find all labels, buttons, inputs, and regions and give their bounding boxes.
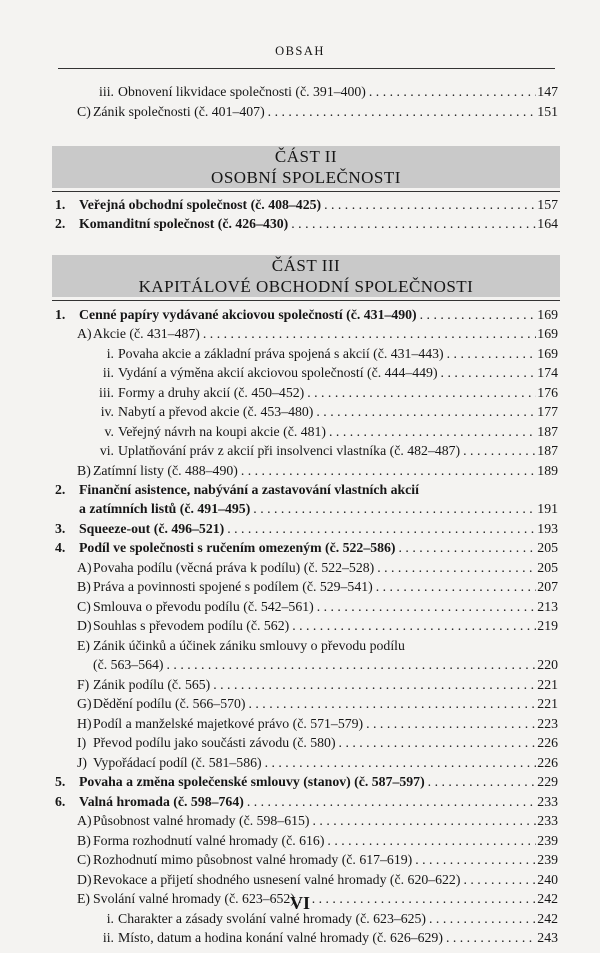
dot-leader [443, 928, 536, 948]
toc-entry-roman: iii. [99, 385, 114, 400]
toc-entry[interactable] [55, 344, 558, 364]
toc-entry-page: 187 [537, 424, 558, 439]
toc-entry-page: 189 [537, 463, 558, 478]
toc-entry-letter: D) [77, 872, 92, 887]
toc-entry-text: Squeeze-out (č. 496–521) [79, 521, 225, 536]
toc-entry-text: Formy a druhy akcií (č. 450–452) [118, 385, 305, 400]
toc-entry-number: 5. [55, 774, 66, 789]
toc-entry-text: Zánik společnosti (č. 401–407) [93, 104, 265, 119]
toc-entry-text: Svolání valné hromady (č. 623–652) [93, 891, 295, 906]
toc-entry-title [79, 519, 224, 539]
toc-entry-text: Komanditní společnost (č. 426–430) [79, 216, 289, 231]
toc-entry-title [92, 344, 444, 364]
dot-leader [438, 363, 536, 383]
toc-entry-text: a zatímních listů (č. 491–495) [79, 501, 251, 516]
part-number: ČÁST II [274, 147, 338, 166]
toc-entry-page: 205 [537, 540, 558, 555]
dot-leader [200, 324, 536, 344]
toc-entry-letter: B) [77, 463, 91, 478]
dot-leader [289, 616, 536, 636]
toc-entry-page: 193 [537, 521, 558, 536]
toc-entry-title [79, 195, 321, 215]
toc-entry-page: 220 [537, 657, 558, 672]
toc-entry-text: Podíl ve společnosti s ručením omezeným (č. 522–586) [79, 540, 396, 555]
toc-entry-title [77, 850, 412, 870]
toc-entry[interactable] [55, 850, 558, 870]
toc-entry-title [79, 499, 250, 519]
toc-entry-letter: A) [77, 560, 92, 575]
toc-entry-title [77, 733, 336, 753]
toc-entry-page: 229 [537, 774, 558, 789]
toc-entry-title [77, 102, 265, 122]
toc-entry-number: 1. [55, 197, 66, 212]
toc-entry[interactable] [55, 461, 558, 481]
dot-leader [336, 733, 536, 753]
toc-entry[interactable] [55, 870, 558, 890]
toc-entry-page: 207 [537, 579, 558, 594]
toc-entry-title [79, 214, 288, 234]
toc-entry-number: 6. [55, 794, 66, 809]
toc-entry-title [92, 383, 304, 403]
toc-entry-page: 239 [537, 833, 558, 848]
toc-entry-number: 2. [55, 216, 66, 231]
toc-entry-letter: C) [77, 104, 91, 119]
toc-entry-letter: C) [77, 852, 91, 867]
dot-leader [304, 383, 536, 403]
toc-entry-page: 226 [537, 755, 558, 770]
toc-entry[interactable] [55, 792, 558, 812]
toc-entry-page: 226 [537, 735, 558, 750]
toc-entry-page: 221 [537, 696, 558, 711]
toc-entry-letter: D) [77, 618, 92, 633]
toc-entry-page: 213 [537, 599, 558, 614]
toc-entry-text: Veřejná obchodní společnost (č. 408–425) [79, 197, 322, 212]
toc-entry[interactable] [55, 324, 558, 344]
toc-entry-roman: i. [106, 911, 114, 926]
toc-entry[interactable] [55, 753, 558, 773]
dot-leader [210, 675, 536, 695]
dot-leader [224, 519, 536, 539]
toc-entry-title [92, 363, 438, 383]
part-title: OSOBNÍ SPOLEČNOSTI [211, 168, 401, 187]
dot-leader [412, 850, 536, 870]
toc-entry-page: 242 [537, 911, 558, 926]
toc-entry-page: 157 [537, 197, 558, 212]
toc-entry-page: 187 [537, 443, 558, 458]
header-rule [58, 68, 555, 69]
toc-entry[interactable] [55, 499, 558, 519]
toc-entry-page: 169 [537, 326, 558, 341]
toc-entry-text: Obnovení likvidace společnosti (č. 391–400) [118, 84, 366, 99]
toc-entry[interactable] [55, 402, 558, 422]
dot-leader [164, 655, 536, 675]
part-title: KAPITÁLOVÉ OBCHODNÍ SPOLEČNOSTI [138, 277, 474, 296]
toc-entry-title [77, 753, 262, 773]
toc-entry-page: 240 [537, 872, 558, 887]
toc-entry-text: Převod podílu jako součásti závodu (č. 580) [93, 735, 336, 750]
toc-entry[interactable] [55, 363, 558, 383]
toc-entry[interactable] [55, 733, 558, 753]
dot-leader [244, 792, 536, 812]
running-header: OBSAH [275, 44, 325, 58]
toc-entry-page: 233 [537, 813, 558, 828]
toc-entry[interactable] [55, 305, 558, 325]
dot-leader [314, 597, 536, 617]
dot-leader [460, 441, 536, 461]
toc-entry-title [77, 324, 200, 344]
toc-entry-number: 2. [55, 482, 66, 497]
toc-entry-letter: E) [77, 638, 91, 653]
toc-entry-text: Podíl a manželské majetkové právo (č. 571–579) [93, 716, 364, 731]
toc-entry-page: 177 [537, 404, 558, 419]
toc-entry-title [79, 305, 417, 325]
dot-leader [324, 831, 536, 851]
toc-entry-title [77, 870, 460, 890]
toc-entry-title [77, 675, 210, 695]
toc-entry-text: Revokace a přijetí shodného usnesení valné hromady (č. 620–622) [93, 872, 461, 887]
toc-entry-letter: E) [77, 891, 91, 906]
toc-entry-letter: A) [77, 813, 92, 828]
toc-entry-roman: v. [104, 424, 114, 439]
toc-entry-roman: vi. [99, 443, 114, 458]
dot-leader [321, 195, 536, 215]
dot-leader [326, 422, 536, 442]
toc-entry-title [77, 811, 310, 831]
toc-entry-text: Působnost valné hromady (č. 598–615) [93, 813, 310, 828]
dot-leader [425, 772, 536, 792]
toc-entry-letter: B) [77, 833, 91, 848]
dot-leader [262, 753, 536, 773]
toc-entry-text: Charakter a zásady svolání valné hromady (č. 623–625) [118, 911, 427, 926]
toc-entry-title [77, 831, 324, 851]
page-number: VI [289, 893, 310, 913]
toc-entry-text: Zatímní listy (č. 488–490) [93, 463, 238, 478]
toc-entry-title [92, 82, 366, 102]
dot-leader [250, 499, 536, 519]
toc-entry-title [77, 461, 238, 481]
toc-entry[interactable] [55, 928, 558, 948]
toc-entry-letter: A) [77, 326, 92, 341]
toc-entry-title [92, 402, 313, 422]
toc-entry-page: 221 [537, 677, 558, 692]
toc-entry-page: 147 [537, 84, 558, 99]
toc-entry-roman: ii. [102, 930, 114, 945]
toc-entry[interactable] [55, 577, 558, 597]
dot-leader [238, 461, 536, 481]
toc-entry-page: 151 [537, 104, 558, 119]
toc-entry-page: 176 [537, 385, 558, 400]
toc-entry-text: Souhlas s převodem podílu (č. 562) [93, 618, 290, 633]
toc-entry-letter: C) [77, 599, 91, 614]
toc-entry-roman: i. [106, 346, 114, 361]
toc-entry[interactable] [55, 383, 558, 403]
toc-entry-title [92, 928, 443, 948]
toc-entry-title [93, 655, 164, 675]
toc-entry-title [92, 441, 460, 461]
toc-entry[interactable] [55, 195, 558, 215]
toc-entry-page: 242 [537, 891, 558, 906]
toc-entry-letter: G) [77, 696, 92, 711]
toc-entry-title [79, 772, 425, 792]
toc-entry-page: 205 [537, 560, 558, 575]
toc-entry-title [77, 616, 289, 636]
toc-entry-text: Povaha a změna společenské smlouvy (stanov) (č. 587–597) [79, 774, 425, 789]
dot-leader [444, 344, 536, 364]
toc-entry-title [77, 558, 374, 578]
toc-entry-text: Uplatňování práv z akcií při insolvenci vlastníka (č. 482–487) [118, 443, 461, 458]
dot-leader [246, 694, 537, 714]
toc-entry[interactable] [55, 441, 558, 461]
part-heading [52, 146, 560, 188]
toc-entry-text: Práva a povinnosti spojené s podílem (č. 529–541) [93, 579, 373, 594]
dot-leader [396, 538, 536, 558]
dot-leader [374, 558, 536, 578]
toc-entry-letter: H) [77, 716, 92, 731]
toc-entry[interactable] [55, 831, 558, 851]
toc-entry-title [77, 714, 363, 734]
toc-entry-page: 191 [537, 501, 558, 516]
dot-leader [313, 402, 536, 422]
toc-entry-text: Veřejný návrh na koupi akcie (č. 481) [118, 424, 327, 439]
toc-entry-page: 169 [537, 346, 558, 361]
toc-entry-text: Valná hromada (č. 598–764) [79, 794, 244, 809]
dot-leader [417, 305, 536, 325]
toc-entry-letter: J) [77, 755, 87, 770]
toc-entry[interactable] [55, 694, 558, 714]
toc-entry-page: 169 [537, 307, 558, 322]
toc-entry[interactable] [55, 811, 558, 831]
toc-entry[interactable] [55, 422, 558, 442]
toc-entry[interactable] [55, 597, 558, 617]
toc-entry-text: Dědění podílu (č. 566–570) [93, 696, 246, 711]
toc-entry-page: 164 [537, 216, 558, 231]
toc-entry-text: Místo, datum a hodina konání valné hromady (č. 626–629) [118, 930, 443, 945]
toc-entry-text: (č. 563–564) [93, 657, 164, 672]
toc-entry[interactable] [55, 675, 558, 695]
toc-entry-title [77, 694, 246, 714]
toc-entry-page: 223 [537, 716, 558, 731]
dot-leader [373, 577, 536, 597]
toc-entry-page: 219 [537, 618, 558, 633]
toc-entry-text: Zánik účinků a účinek zániku smlouvy o převodu podílu [93, 638, 405, 653]
dot-leader [265, 102, 536, 122]
toc-entry[interactable] [55, 480, 558, 500]
toc-entry-text: Smlouva o převodu podílu (č. 542–561) [93, 599, 314, 614]
toc-entry-title [92, 422, 326, 442]
toc-entry-text: Cenné papíry vydávané akciovou společností (č. 431–490) [79, 307, 417, 322]
dot-leader [288, 214, 536, 234]
toc-entry-letter: I) [77, 735, 87, 750]
toc-entry-letter: B) [77, 579, 91, 594]
toc-entry-title [79, 792, 244, 812]
toc-entry-text: Finanční asistence, nabývání a zastavování vlastních akcií [79, 482, 419, 497]
toc-entry[interactable] [55, 616, 558, 636]
toc-entry-text: Povaha podílu (věcná práva k podílu) (č. 522–528) [93, 560, 375, 575]
toc-entry-title [79, 538, 396, 558]
toc-entry-text: Nabytí a převod akcie (č. 453–480) [118, 404, 314, 419]
toc-entry[interactable] [55, 655, 558, 675]
dot-leader [310, 811, 536, 831]
toc-entry-text: Rozhodnutí mimo působnost valné hromady (č. 617–619) [93, 852, 413, 867]
toc-entry[interactable] [55, 636, 558, 656]
toc-entry[interactable] [55, 558, 558, 578]
part-heading [52, 255, 560, 297]
toc-entry[interactable] [55, 772, 558, 792]
toc-entry-page: 243 [537, 930, 558, 945]
toc-entry-number: 4. [55, 540, 66, 555]
toc-entry[interactable] [55, 714, 558, 734]
toc-entry-text: Forma rozhodnutí valné hromady (č. 616) [93, 833, 325, 848]
toc-entry-title [77, 597, 314, 617]
toc-entry[interactable] [55, 82, 558, 102]
toc-entry-roman: iii. [99, 84, 114, 99]
toc-entry-title [79, 480, 419, 500]
toc-entry-page: 174 [537, 365, 558, 380]
part-number: ČÁST III [271, 256, 341, 275]
toc-entry[interactable] [55, 214, 558, 234]
toc-entry-text: Zánik podílu (č. 565) [93, 677, 211, 692]
toc-entry[interactable] [55, 102, 558, 122]
toc-entry-roman: iv. [100, 404, 114, 419]
dot-leader [460, 870, 536, 890]
toc-entry-title [77, 577, 373, 597]
toc-entry-text: Vydání a výměna akcií akciovou společností (č. 444–449) [118, 365, 438, 380]
toc-entry-page: 239 [537, 852, 558, 867]
dot-leader [366, 82, 536, 102]
toc-entry-number: 3. [55, 521, 66, 536]
toc-entry-text: Vypořádací podíl (č. 581–586) [93, 755, 262, 770]
dot-leader [363, 714, 536, 734]
toc-entry-letter: F) [77, 677, 90, 692]
toc-entry-number: 1. [55, 307, 66, 322]
toc-entry-page: 233 [537, 794, 558, 809]
toc-entry-text: Povaha akcie a základní práva spojená s akcií (č. 431–443) [118, 346, 444, 361]
toc-entry-roman: ii. [102, 365, 114, 380]
toc-entry-title [77, 636, 405, 656]
toc-entry-text: Akcie (č. 431–487) [93, 326, 200, 341]
toc-entry[interactable] [55, 538, 558, 558]
toc-entry[interactable] [55, 519, 558, 539]
